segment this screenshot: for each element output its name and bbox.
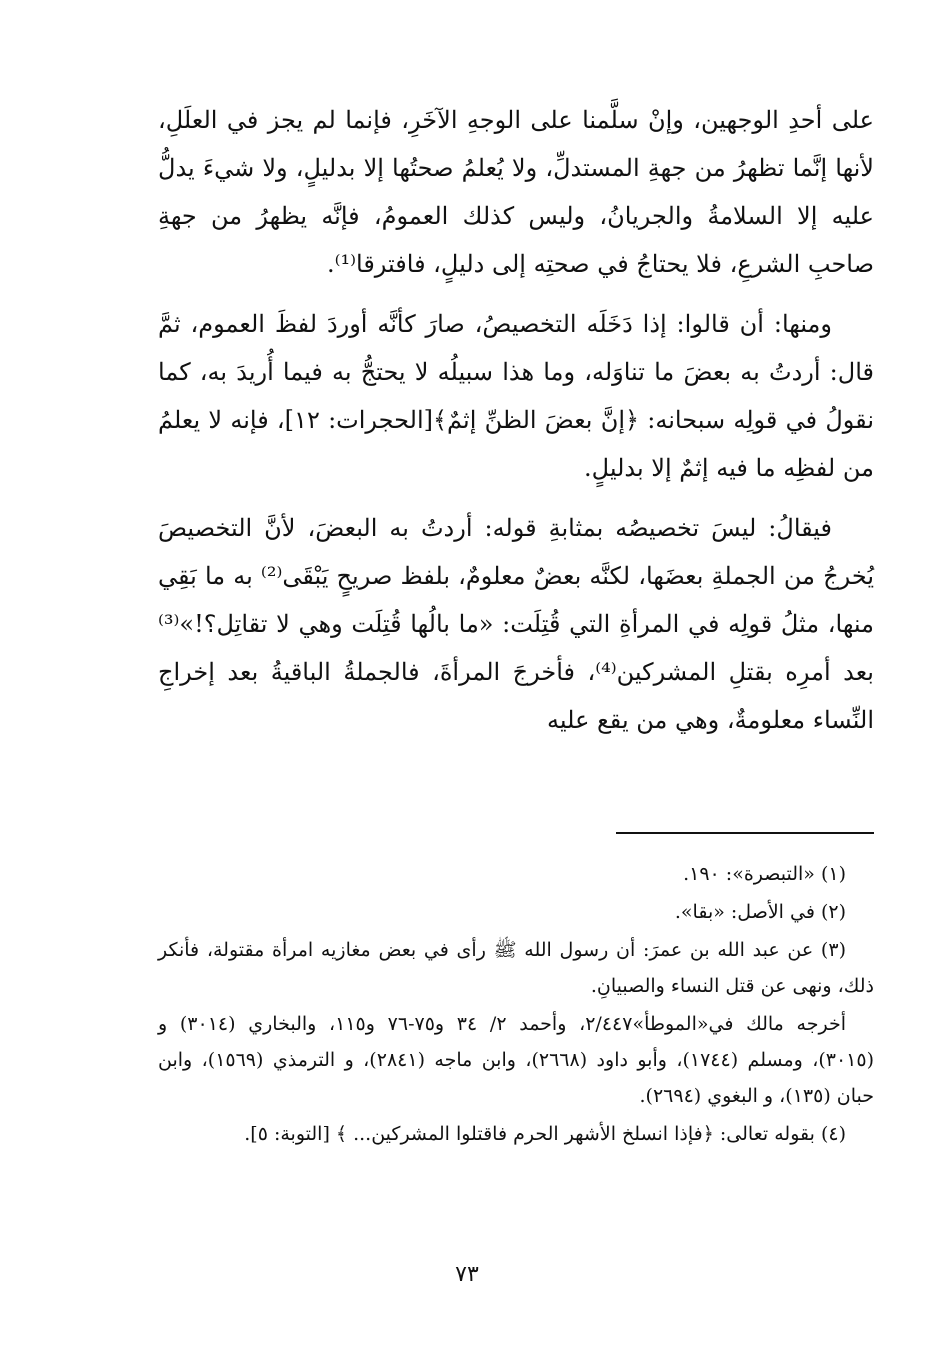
footnote-2: (٢) في الأصل: «بقا». [674,901,846,923]
paragraph-3: فيقالُ: ليسَ تخصيصُه بمثابةِ قوله: أردتُ به البعضَ، لأنَّ التخصيصَ يُخرجُ من الجملةِ بعضَها، لكنَّه بعضٌ معلومٌ، بلفظ صريحٍ يَبْقَى⁽²⁾ به ما بَقِي منها، مثلُ قولِه في المرأةِ التي قُتِلَت: «ما بالُها قُتِلَت وهي لا تقاتِل؟!»⁽³⁾ بعد أمرِه بقتلِ المشركين⁽⁴⁾، فأخرجَ المرأةَ، فالجملةُ الباقيةُ بعد إخراجِ النِّساء معلومةٌ، وهي من يقع عليه [158,514,875,734]
footnote-separator [616,832,874,834]
footnote-3-reference: أخرجه مالك في«الموطأ»٢/٤٤٧، وأحمد ٢/ ٣٤ و٧٥-٧٦ و١١٥، والبخاري (٣٠١٤) و (٣٠١٥)، ومسلم (١٧٤٤)، وأبو داود (٢٦٦٨)، وابن ماجه (٢٨٤١)، و الترمذي (١٥٦٩)، وابن حبان (١٣٥)، و البغوي (٢٦٩٤). [158,1013,875,1107]
footnote-3: (٣) عن عبد الله بن عمرَ: أن رسول الله ﷺ رأى في بعض مغازيه امرأة مقتولة، فأنكر ذلك، ونهى عن قتل النساء والصبيانِ. [158,939,874,997]
footnotes [158,856,874,1154]
paragraph-2: ومنها: أن قالوا: إذا دَخَلَه التخصيصُ، صارَ كأنَّه أوردَ لفظَ العموم، ثمَّ قال: أردتُ به بعضَ ما تناوَله، وما هذا سبيلُه لا يحتجُّ به فيما أُريدَ به، كما نقولُ في قولِه سبحانه: ﴿إنَّ بعضَ الظنِّ إثمٌ﴾[الحجرات: ١٢]، فإنه لا يعلمُ من لفظِه ما فيه إثمٌ إلا بدليلٍ. [158,310,874,482]
page-number: ٧٣ [455,1262,479,1287]
main-text [158,96,874,756]
paragraph-1: على أحدِ الوجهين، وإنْ سلَّمنا على الوجهِ الآخَرِ، فإنما لم يجز في العلَلِ، لأنها إنَّما تظهرُ من جهةِ المستدلِّ، ولا يُعلمُ صحتُها إلا بدليلٍ، ولا شيءَ يدلُّ عليه إلا السلامةُ والجريانُ، وليس كذلك العمومُ، فإنَّه يظهرُ من جهةِ صاحبِ الشرعِ، فلا يحتاجُ في صحتِه إلى دليلٍ، فافترقا⁽¹⁾. [158,106,874,278]
footnote-1: (١) «التبصرة»: ١٩٠. [683,863,846,885]
footnote-4: (٤) بقوله تعالى: ﴿فإذا انسلخ الأشهر الحرم فاقتلوا المشركين... ﴾ [التوبة: ٥]. [244,1123,846,1145]
